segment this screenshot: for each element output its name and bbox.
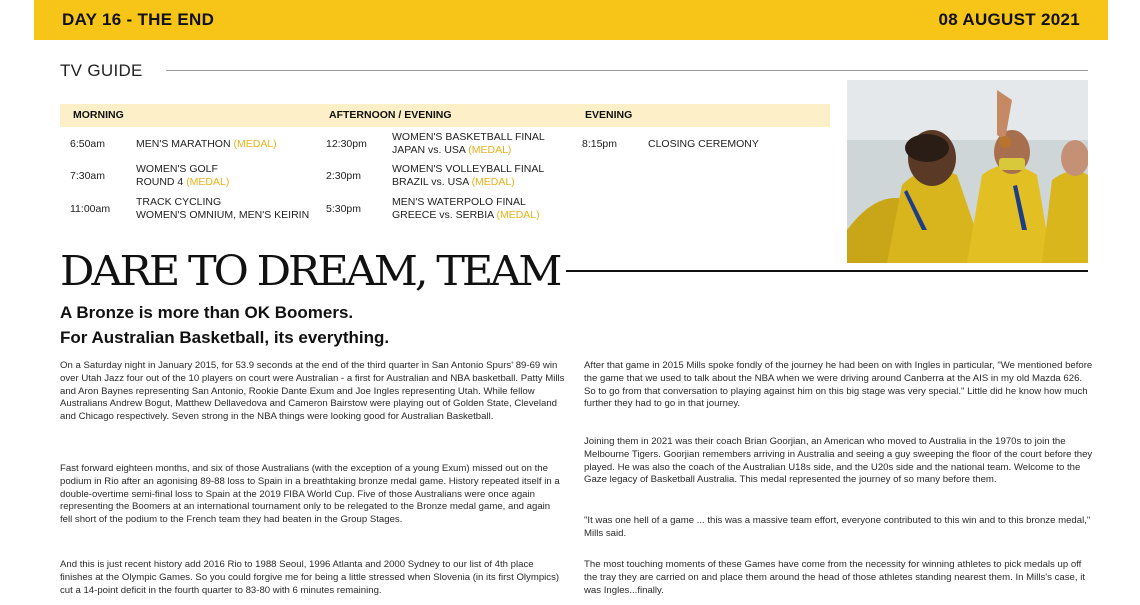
event-line: WOMEN'S VOLLEYBALL FINAL <box>392 163 545 175</box>
right-paragraph-3: "It was one hell of a game ... this was a massive team effort, everyone contributed to this win and to this bronze medal," Mills said. <box>584 515 1091 539</box>
team-photo <box>847 80 1088 263</box>
morning-event-2 <box>136 196 309 222</box>
team-photo-illustration <box>847 80 1088 263</box>
headline-rule <box>566 270 1088 272</box>
medal-tag: (MEDAL) <box>496 209 540 221</box>
banner-date: 08 AUGUST 2021 <box>938 10 1080 29</box>
tv-guide-title: TV GUIDE <box>60 61 143 80</box>
event-line: WOMEN'S GOLF <box>136 163 218 175</box>
medal-tag: (MEDAL) <box>186 176 230 188</box>
right-paragraph-1: After that game in 2015 Mills spoke fondly of the journey he had been on with Ingles in particular, "We mentioned before the game that we used to talk about the NBA when we were driving around Canberra at the AIS in my old Mazda 626. So to go from that conversation to playing against him on this big stage was very special." Little did he know how much further they had to go in that journey. <box>584 360 1093 410</box>
evening-event-0: CLOSING CEREMONY <box>648 138 759 150</box>
subheadline-1: A Bronze is more than OK Boomers. <box>60 303 354 322</box>
morning-time-0: 6:50am <box>70 138 106 150</box>
medal-tag: (MEDAL) <box>233 138 277 150</box>
morning-time-1: 7:30am <box>70 170 106 182</box>
right-paragraph-4: The most touching moments of these Games have come from the necessity for winning athletes to pick medals up off the tray they are carried on and place them around the head of those athletes standing nearest them. In Mills's case, it was Ingles...finally. <box>584 559 1085 596</box>
afternoon-time-2: 5:30pm <box>326 203 362 215</box>
schedule-header <box>60 104 830 127</box>
afternoon-time-0: 12:30pm <box>326 138 367 150</box>
header-afternoon: AFTERNOON / EVENING <box>329 109 452 121</box>
header-evening: EVENING <box>585 109 633 121</box>
morning-event-1 <box>136 163 229 189</box>
morning-time-2: 11:00am <box>70 203 111 215</box>
top-banner <box>34 0 1108 40</box>
event-line: BRAZIL vs. USA <box>392 176 469 188</box>
event-line: ROUND 4 <box>136 176 184 188</box>
event-line: MEN'S MARATHON <box>136 138 231 150</box>
event-line: MEN'S WATERPOLO FINAL <box>392 196 526 208</box>
afternoon-time-1: 2:30pm <box>326 170 362 182</box>
event-line: WOMEN'S BASKETBALL FINAL <box>392 131 545 143</box>
left-paragraph-3: And this is just recent history add 2016 Rio to 1988 Seoul, 1996 Atlanta and 2000 Sydney to our list of 4th place finishes at the Olympic Games. So you could forgive me for being a little stressed when Slovenia (in its first Olympics) cut a 14-point deficit in the fourth quarter to 83-80 with 6 minutes remaining. <box>60 559 560 596</box>
event-line: JAPAN vs. USA <box>392 144 466 156</box>
medal-tag: (MEDAL) <box>471 176 515 188</box>
medal-tag: (MEDAL) <box>468 144 512 156</box>
event-line: TRACK CYCLING <box>136 196 222 208</box>
right-paragraph-2: Joining them in 2021 was their coach Brian Goorjian, an American who moved to Australia in the 1970s to join the Melbourne Tigers. Goorjian remembers arriving in Australia and seeing a guy sweeping the floor of the court before they played. He was also the coach of the Australian U18s side, and the U20s side and the national team. Welcome to the Gaze legacy of Basketball Australia. This medal represented the journey of so many before them. <box>584 436 1093 486</box>
afternoon-event-0 <box>392 131 545 157</box>
evening-time-0: 8:15pm <box>582 138 618 150</box>
event-line: GREECE vs. SERBIA <box>392 209 494 221</box>
left-paragraph-2: Fast forward eighteen months, and six of those Australians (with the exception of a young Exum) missed out on the podium in Rio after an agonising 89-88 loss to Spain in a breathtaking bronze medal game. History repeated itself in a double-overtime semi-final loss to Spain at the 2019 FIBA World Cup. Five of those Australians were once again representing the Boomers at an international tournament only to be relegated to the Bronze medal game, and again fell short of the podium to the French team they had beaten in the Group Stages. <box>60 463 560 526</box>
afternoon-event-1 <box>392 163 544 189</box>
subheadline-2: For Australian Basketball, its everything. <box>60 328 390 347</box>
article-headline: DARE TO DREAM, TEAM <box>60 248 560 296</box>
header-morning: MORNING <box>73 109 124 121</box>
left-paragraph-1: On a Saturday night in January 2015, for 53.9 seconds at the end of the third quarter in San Antonio Spurs' 89-69 win over Utah Jazz four out of the 10 players on court were Australian - a first for Australian and NBA basketball. Patty Mills and Aron Baynes representing San Antonio, Rookie Dante Exum and Joe Ingles representing Utah. While fellow Australians Andrew Bogut, Matthew Dellavedova and Cameron Bairstow were playing out of Golden State, Cleveland and Chicago respectively. Seven strong in the NBA things were looking good for Australian Basketball. <box>60 360 565 423</box>
banner-day: DAY 16 - THE END <box>62 10 215 29</box>
morning-event-0 <box>136 138 277 151</box>
tv-guide-rule <box>166 70 1088 71</box>
event-line: WOMEN'S OMNIUM, MEN'S KEIRIN <box>136 209 310 221</box>
afternoon-event-2 <box>392 196 540 222</box>
